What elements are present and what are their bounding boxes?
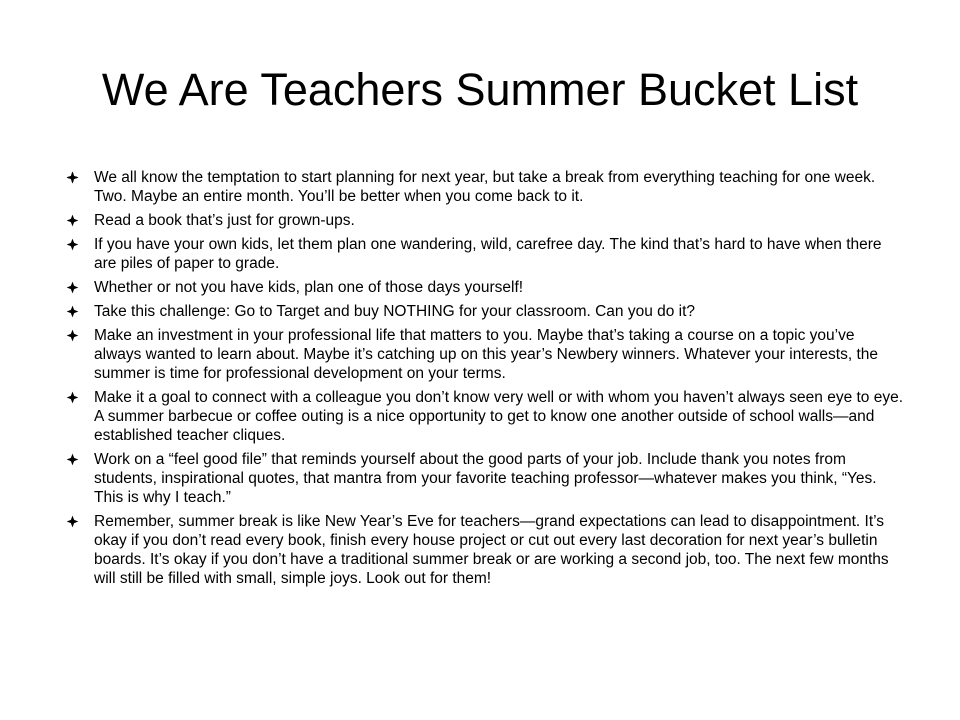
bullet-text: If you have your own kids, let them plan one wandering, wild, carefree day. The kind that’s hard to have when there are piles of paper to grade.	[94, 236, 882, 272]
bullet-text: Remember, summer break is like New Year’s Eve for teachers—grand expectations can lead to disappointment. It’s okay if you don’t read every book, finish every house project or cut out every last decoration for next year’s bulletin boards. It’s okay if you don’t have a traditional summer break or are working a second job, too. The next few months will still be filled with small, simple joys. Look out for them!	[94, 513, 889, 587]
slide-title: We Are Teachers Summer Bucket List	[101, 64, 859, 115]
bullet-text: Make an investment in your professional life that matters to you. Maybe that’s taking a course on a topic you’ve always wanted to learn about. Maybe it’s catching up on this year’s Newbery winners. Whatever your interests, the summer is time for professional development on your terms.	[94, 327, 879, 382]
bullet-text: We all know the temptation to start planning for next year, but take a break from everything teaching for one week. Two. Maybe an entire month. You’ll be better when you come back to it.	[94, 169, 876, 205]
list-item	[66, 211, 906, 230]
four-petal-diamond-icon	[66, 450, 82, 469]
bullet-text: Work on a “feel good file” that reminds yourself about the good parts of your job. Include thank you notes from students, inspirational quotes, that mantra from your favorite teaching professor—whatever makes you think, “Yes. This is why I teach.”	[94, 451, 877, 506]
list-item	[66, 450, 906, 507]
four-petal-diamond-icon	[66, 512, 82, 531]
list-item	[66, 235, 906, 273]
list-item	[66, 168, 906, 206]
bullet-text: Take this challenge: Go to Target and buy NOTHING for your classroom. Can you do it?	[94, 303, 696, 320]
bullet-text: Read a book that’s just for grown-ups.	[94, 212, 355, 229]
four-petal-diamond-icon	[66, 388, 82, 407]
bullet-list	[66, 168, 906, 593]
list-item	[66, 512, 906, 588]
bullet-text: Make it a goal to connect with a colleague you don’t know very well or with whom you haven’t always seen eye to eye. A summer barbecue or coffee outing is a nice opportunity to get to know one another outside of school walls—and established teacher cliques.	[94, 389, 904, 444]
bullet-text: Whether or not you have kids, plan one of those days yourself!	[94, 279, 524, 296]
list-item	[66, 302, 906, 321]
four-petal-diamond-icon	[66, 211, 82, 230]
four-petal-diamond-icon	[66, 326, 82, 345]
four-petal-diamond-icon	[66, 168, 82, 187]
four-petal-diamond-icon	[66, 302, 82, 321]
four-petal-diamond-icon	[66, 235, 82, 254]
list-item	[66, 388, 906, 445]
list-item	[66, 278, 906, 297]
list-item	[66, 326, 906, 383]
four-petal-diamond-icon	[66, 278, 82, 297]
